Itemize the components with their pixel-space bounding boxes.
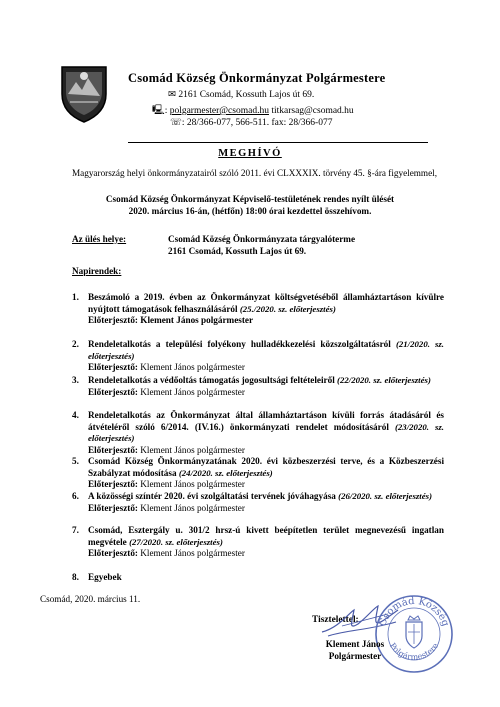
email-primary-link[interactable]: polgarmester@csomad.hu: [169, 106, 269, 116]
signer-name: Klement János: [325, 639, 385, 649]
computer-icon: 🖳: [152, 106, 165, 116]
coat-of-arms-icon: [58, 64, 110, 124]
agenda-item: 5. Csomád Község Önkormányzatának 2020. évi közbeszerzési terve, és a Közbeszerzési Szabályzat módosítása (24/2020. sz. előterjesztés) Előterjesztő: Klement János polgármester: [72, 456, 444, 489]
phone-text: 28/366-077, 566-511. fax: 28/366-077: [186, 118, 333, 128]
venue-line-1: Csomád Község Önkormányzata tárgyalóterme: [168, 234, 356, 244]
official-stamp-icon: [372, 592, 456, 676]
venue-label: Az ülés helye:: [72, 234, 127, 244]
convene-line-1: Csomád Község Önkormányzat Képviselő-testületének rendes nyílt ülését: [105, 194, 395, 204]
envelope-icon: ✉: [168, 90, 176, 100]
agenda-label: Napirendek:: [72, 266, 122, 276]
agenda-item: 1. Beszámoló a 2019. évben az Önkormányzat költségvetéséből államháztartáson kívülre nyújtott támogatások felhasználásáról (25./2020. sz. előterjesztés) Előterjesztő: Klement János polgármester: [72, 292, 444, 325]
agenda-item: 2. Rendeletalkotás a települési folyékony hulladékkezelési közszolgáltatásról (21/2020. sz. előterjesztés) Előterjesztő: Klement János polgármester: [72, 339, 444, 372]
header-address: [168, 89, 314, 100]
agenda-item: 8. Egyebek: [72, 572, 122, 582]
venue-line-2: 2161 Csomád, Kossuth Lajos út 69.: [168, 246, 307, 256]
address-text: 2161 Csomád, Kossuth Lajos út 69.: [178, 90, 315, 100]
header-phone: ☏: 28/366-077, 566-511. fax: 28/366-077: [170, 118, 333, 128]
header-emails: 🖳: polgarmester@csomad.hu titkarsag@csomad.hu: [152, 106, 354, 116]
header-title: Csomád Község Önkormányzat Polgármestere: [128, 71, 386, 85]
agenda-item: 6. A közösségi színtér 2020. évi szolgáltatási tervének jóváhagyása (26/2020. sz. előterjesztés) Előterjesztő: Klement János polgármester: [72, 491, 432, 513]
phone-icon: ☏: [170, 118, 182, 128]
agenda-item: 7. Csomád, Esztergály u. 301/2 hrsz-ú kivett beépítetlen terület megnevezésű ingatlan megvétele (27/2020. sz. előterjesztés) Előterjesztő: Klement János polgármester: [72, 525, 444, 558]
convene-line-2: 2020. március 16-án, (hétfőn) 18:00 órai kezdettel összehívom.: [128, 206, 372, 216]
document-date: Csomád, 2020. március 11.: [40, 594, 141, 604]
agenda-item: 3. Rendeletalkotás a védőoltás támogatás jogosultsági feltételeiről (22/2020. sz. előterjesztés) Előterjesztő: Klement János polgármester: [72, 375, 431, 397]
intro-paragraph: Magyarország helyi önkormányzatairól szóló 2011. évi CLXXXIX. törvény 45. §-ára figyelemmel,: [72, 168, 438, 178]
email-secondary-link[interactable]: titkarsag@csomad.hu: [271, 106, 354, 116]
stamp-top-text: Csomád Község: [377, 595, 451, 628]
signer-block: [300, 638, 410, 662]
agenda-item: 4. Rendeletalkotás az Önkormányzat által államháztartáson kívüli forrás átadásáról és átvételéről szóló 6/2014. (IV.16.) önkormányzati rendelet módosításáról (23/2020. sz. előterjesztés) Előterjesztő: Klement János polgármester: [72, 410, 444, 455]
signer-title: Polgármester: [328, 651, 382, 661]
regards-text: Tisztelettel:: [312, 615, 359, 625]
header-divider: [128, 142, 428, 143]
stamp-bottom-text: Polgármestere: [387, 641, 441, 662]
document-title: MEGHÍVÓ: [218, 148, 282, 159]
